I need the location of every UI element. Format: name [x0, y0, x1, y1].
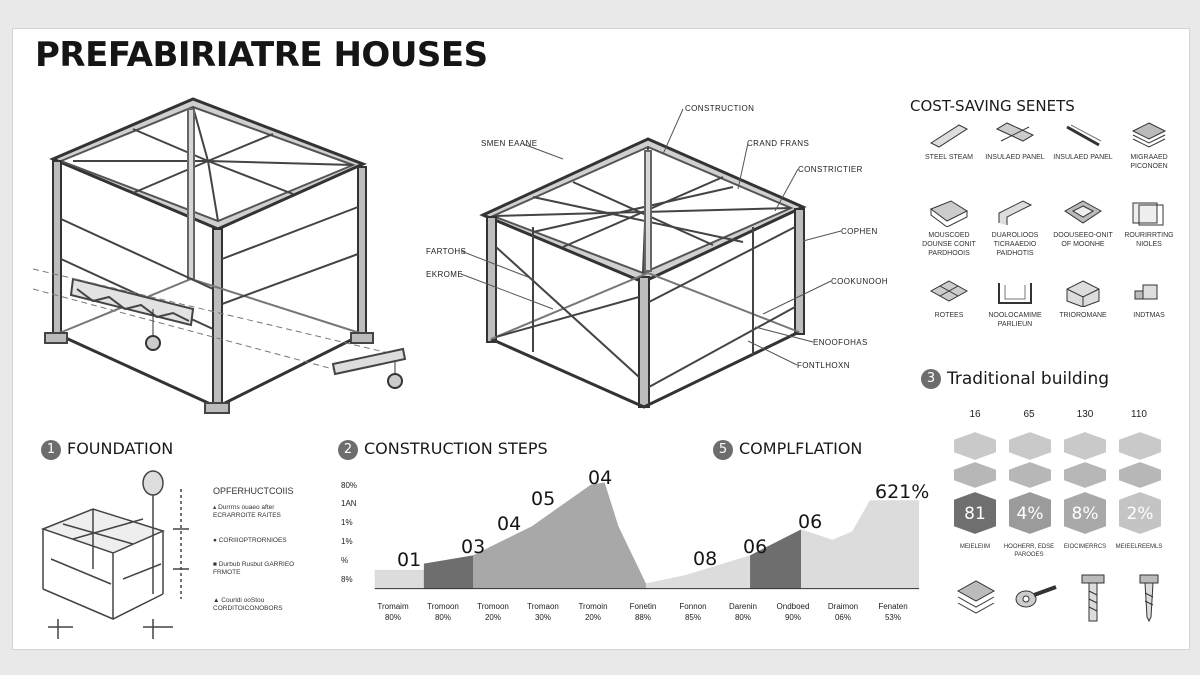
bullet-icon: ■	[213, 561, 219, 568]
hex-segment	[1008, 461, 1052, 489]
x-tick-value: 80%	[384, 613, 401, 622]
callout-label: COPHEN	[841, 227, 878, 236]
hex-segment	[1008, 431, 1052, 461]
traditional-top-value: 110	[1131, 409, 1147, 420]
x-tick-value: 85%	[684, 613, 701, 622]
chart-point-label: 05	[531, 488, 556, 510]
layer-icon	[927, 279, 971, 307]
x-tick-value: 06%	[834, 613, 851, 622]
x-tick-label	[671, 601, 715, 623]
benefit-label: INDTMAS	[1133, 312, 1165, 319]
x-tick-name: Fenaten	[878, 602, 908, 611]
hex-bolt-icon	[1082, 575, 1104, 621]
stack-panel-icon	[1127, 121, 1171, 149]
foundation-list-item	[213, 537, 313, 545]
construction-area-chart	[361, 469, 921, 599]
x-tick-name: Darenin	[728, 602, 757, 611]
area-segment	[473, 483, 646, 589]
callout-label: CONSTRUCTION	[685, 104, 755, 113]
traditional-bottom-label: HOOHERR, EDSE PAROOES	[1003, 544, 1055, 558]
number-badge: 3	[921, 369, 941, 389]
chart-point-label: 621%	[875, 481, 930, 503]
hex-segment	[953, 461, 997, 489]
foundation-list-text: Durrrns ouaeo after ECRARROITE RAITES	[213, 504, 281, 519]
chart-point-label: 01	[397, 549, 422, 571]
traditional-bottom-label: EIOCIMERRCS	[1063, 544, 1107, 550]
screw-icon	[1140, 575, 1158, 621]
chart-point-label: 06	[798, 511, 823, 533]
fasteners-row	[948, 569, 1178, 629]
foundation-list-text: CORIIIOPTRORNIOES	[218, 537, 287, 544]
callout-label: FARTOHS	[426, 247, 467, 256]
x-tick-name: Fonnon	[679, 602, 707, 611]
foundation-list-text: Courldi ooStou CORDITOICONOBORS	[213, 597, 283, 612]
benefit-item	[985, 279, 1045, 329]
benefit-label: INSULAED PANEL	[985, 154, 1045, 161]
benefit-item	[1119, 199, 1179, 249]
callout-label: ENOOFOHAS	[813, 338, 868, 347]
x-tick-value: 80%	[734, 613, 751, 622]
x-tick-label	[471, 601, 515, 623]
traditional-value: 4%	[1016, 504, 1044, 524]
x-tick-label	[821, 601, 865, 623]
x-tick-label	[621, 601, 665, 623]
foundation-list-text: Durbub Rusbut GARRIEO FRMOTE	[213, 561, 295, 576]
traditional-value: 8%	[1071, 504, 1099, 524]
benefit-label: DOOUSEEO-ONIT OF MOONHE	[1053, 232, 1113, 248]
page-title: PREFABIRIATRE HOUSES	[35, 35, 488, 75]
x-tick-value: 53%	[884, 613, 901, 622]
number-badge: 2	[338, 440, 358, 460]
benefit-label: TRIOROMANE	[1059, 312, 1107, 319]
hex-segment	[1118, 431, 1162, 461]
frame-panel-icon	[1127, 199, 1171, 227]
benefit-item	[1119, 121, 1179, 171]
traditional-bottom-label: MEIEELREEMLS	[1115, 544, 1163, 550]
x-tick-label	[521, 601, 565, 623]
x-tick-name: Tromoon	[427, 602, 459, 611]
traditional-hex-stack	[943, 421, 1173, 541]
callout-label: COOKUNOOH	[831, 277, 888, 286]
benefit-item	[1053, 279, 1113, 320]
number-badge: 5	[713, 440, 733, 460]
construction-steps-title	[338, 439, 548, 460]
bracket-icon	[993, 199, 1037, 227]
x-tick-value: 20%	[484, 613, 501, 622]
traditional-title-text: Traditional building	[947, 369, 1110, 389]
x-tick-value: 88%	[634, 613, 651, 622]
compilation-title	[713, 439, 862, 460]
anchor-bolt-icon	[1016, 587, 1056, 607]
foundation-illustration	[33, 469, 213, 639]
chart-point-label: 08	[693, 548, 718, 570]
foundation-list-title: OPFERHUCTCOIIS	[213, 486, 294, 496]
x-tick-label	[721, 601, 765, 623]
callout-label: EKROME	[426, 270, 464, 279]
benefits-title: COST-SAVING SENETS	[910, 97, 1075, 115]
benefit-label: ROURIRRTING NIOLES	[1124, 232, 1174, 248]
x-tick-name: Fonetin	[629, 602, 657, 611]
chart-point-label: 06	[743, 536, 768, 558]
steel-beam-icon	[927, 121, 971, 149]
x-tick-name: Tromoin	[578, 602, 608, 611]
cube-icon	[1061, 279, 1105, 307]
channel-icon	[993, 279, 1037, 307]
chart-point-label: 03	[461, 536, 486, 558]
x-tick-name: Ondboed	[776, 602, 810, 611]
steel-frame-illustration-1	[33, 89, 413, 419]
y-tick-label: 1%	[341, 537, 353, 546]
hex-segment	[1063, 461, 1107, 489]
bullet-icon: ▲	[213, 597, 222, 604]
y-tick-label: 80%	[341, 481, 358, 490]
x-tick-name: Tromaim	[377, 602, 409, 611]
infographic-sheet	[12, 28, 1190, 650]
benefit-label: NOOLOCAMIME PARLIEUN	[988, 312, 1042, 328]
number-badge: 1	[41, 440, 61, 460]
y-tick-label: 1%	[341, 518, 353, 527]
traditional-top-value: 130	[1076, 409, 1094, 420]
benefit-item	[1053, 121, 1113, 162]
x-tick-label	[871, 601, 915, 623]
foundation-list-item	[213, 597, 313, 613]
benefit-label: MIGRAAED PICONOEN	[1130, 154, 1168, 170]
area-segment	[424, 555, 473, 588]
traditional-top-value: 16	[969, 409, 981, 420]
y-tick-label: 8%	[341, 575, 353, 584]
x-tick-value: 30%	[534, 613, 551, 622]
traditional-value: 81	[964, 504, 986, 524]
x-tick-name: Tromaon	[527, 602, 559, 611]
benefit-item	[919, 199, 979, 258]
hex-segment	[1063, 431, 1107, 461]
compilation-title-text: COMPLFLATION	[739, 439, 863, 458]
callout-label: FONTLHOXN	[797, 361, 850, 370]
y-tick-label: 1AN	[341, 499, 357, 508]
x-tick-value: 90%	[784, 613, 801, 622]
foundation-title	[41, 439, 173, 460]
y-tick-label: %	[341, 556, 349, 565]
traditional-top-value: 65	[1023, 409, 1035, 420]
connector-icon	[1127, 279, 1171, 307]
benefit-label: ROTEES	[934, 312, 964, 319]
traditional-title	[921, 369, 1109, 389]
callout-label: CRAND FRANS	[747, 139, 810, 148]
benefit-item	[1119, 279, 1179, 320]
construction-steps-title-text: CONSTRUCTION STEPS	[364, 439, 548, 458]
benefit-item	[919, 279, 979, 320]
x-tick-label	[371, 601, 415, 623]
callout-label: CONSTRICTIER	[798, 165, 863, 174]
foundation-list-item	[213, 561, 313, 577]
chart-point-label: 04	[497, 513, 522, 535]
callout-leader-lines	[413, 99, 893, 379]
bullet-icon: ▴	[213, 504, 219, 511]
benefit-label: INSULAED PANEL	[1053, 154, 1113, 161]
x-tick-label	[421, 601, 465, 623]
benefit-item	[919, 121, 979, 162]
slab-icon	[927, 199, 971, 227]
x-tick-label	[771, 601, 815, 623]
foundation-list-item	[213, 504, 313, 520]
benefit-item	[985, 121, 1045, 162]
hex-segment	[953, 431, 997, 461]
benefit-item	[985, 199, 1045, 258]
benefit-item	[1053, 199, 1113, 249]
module-icon	[1061, 199, 1105, 227]
callout-label: SMEN EAANE	[481, 139, 538, 148]
foundation-title-text: FOUNDATION	[67, 439, 174, 458]
x-tick-value: 20%	[584, 613, 601, 622]
benefit-label: MOUSCOED DOUNSE CONIT PARDHOOIS	[922, 232, 976, 257]
stacked-plates-icon	[958, 581, 994, 613]
insulated-panel-icon	[993, 121, 1037, 149]
x-tick-name: Tromoon	[477, 602, 509, 611]
benefit-label: STEEL STEAM	[925, 154, 973, 161]
benefit-label: DUAROLIOOS TICRAAEDIO PAIDHOTIS	[991, 232, 1039, 257]
insulated-panel-alt-icon	[1061, 121, 1105, 149]
bullet-icon: ●	[213, 537, 219, 544]
traditional-value: 2%	[1126, 504, 1154, 524]
chart-point-label: 04	[588, 467, 613, 489]
x-tick-label	[571, 601, 615, 623]
traditional-bottom-label: MEIELEIIM	[959, 544, 991, 550]
x-tick-name: Draimon	[827, 602, 859, 611]
x-tick-value: 80%	[434, 613, 451, 622]
hex-segment	[1118, 461, 1162, 489]
